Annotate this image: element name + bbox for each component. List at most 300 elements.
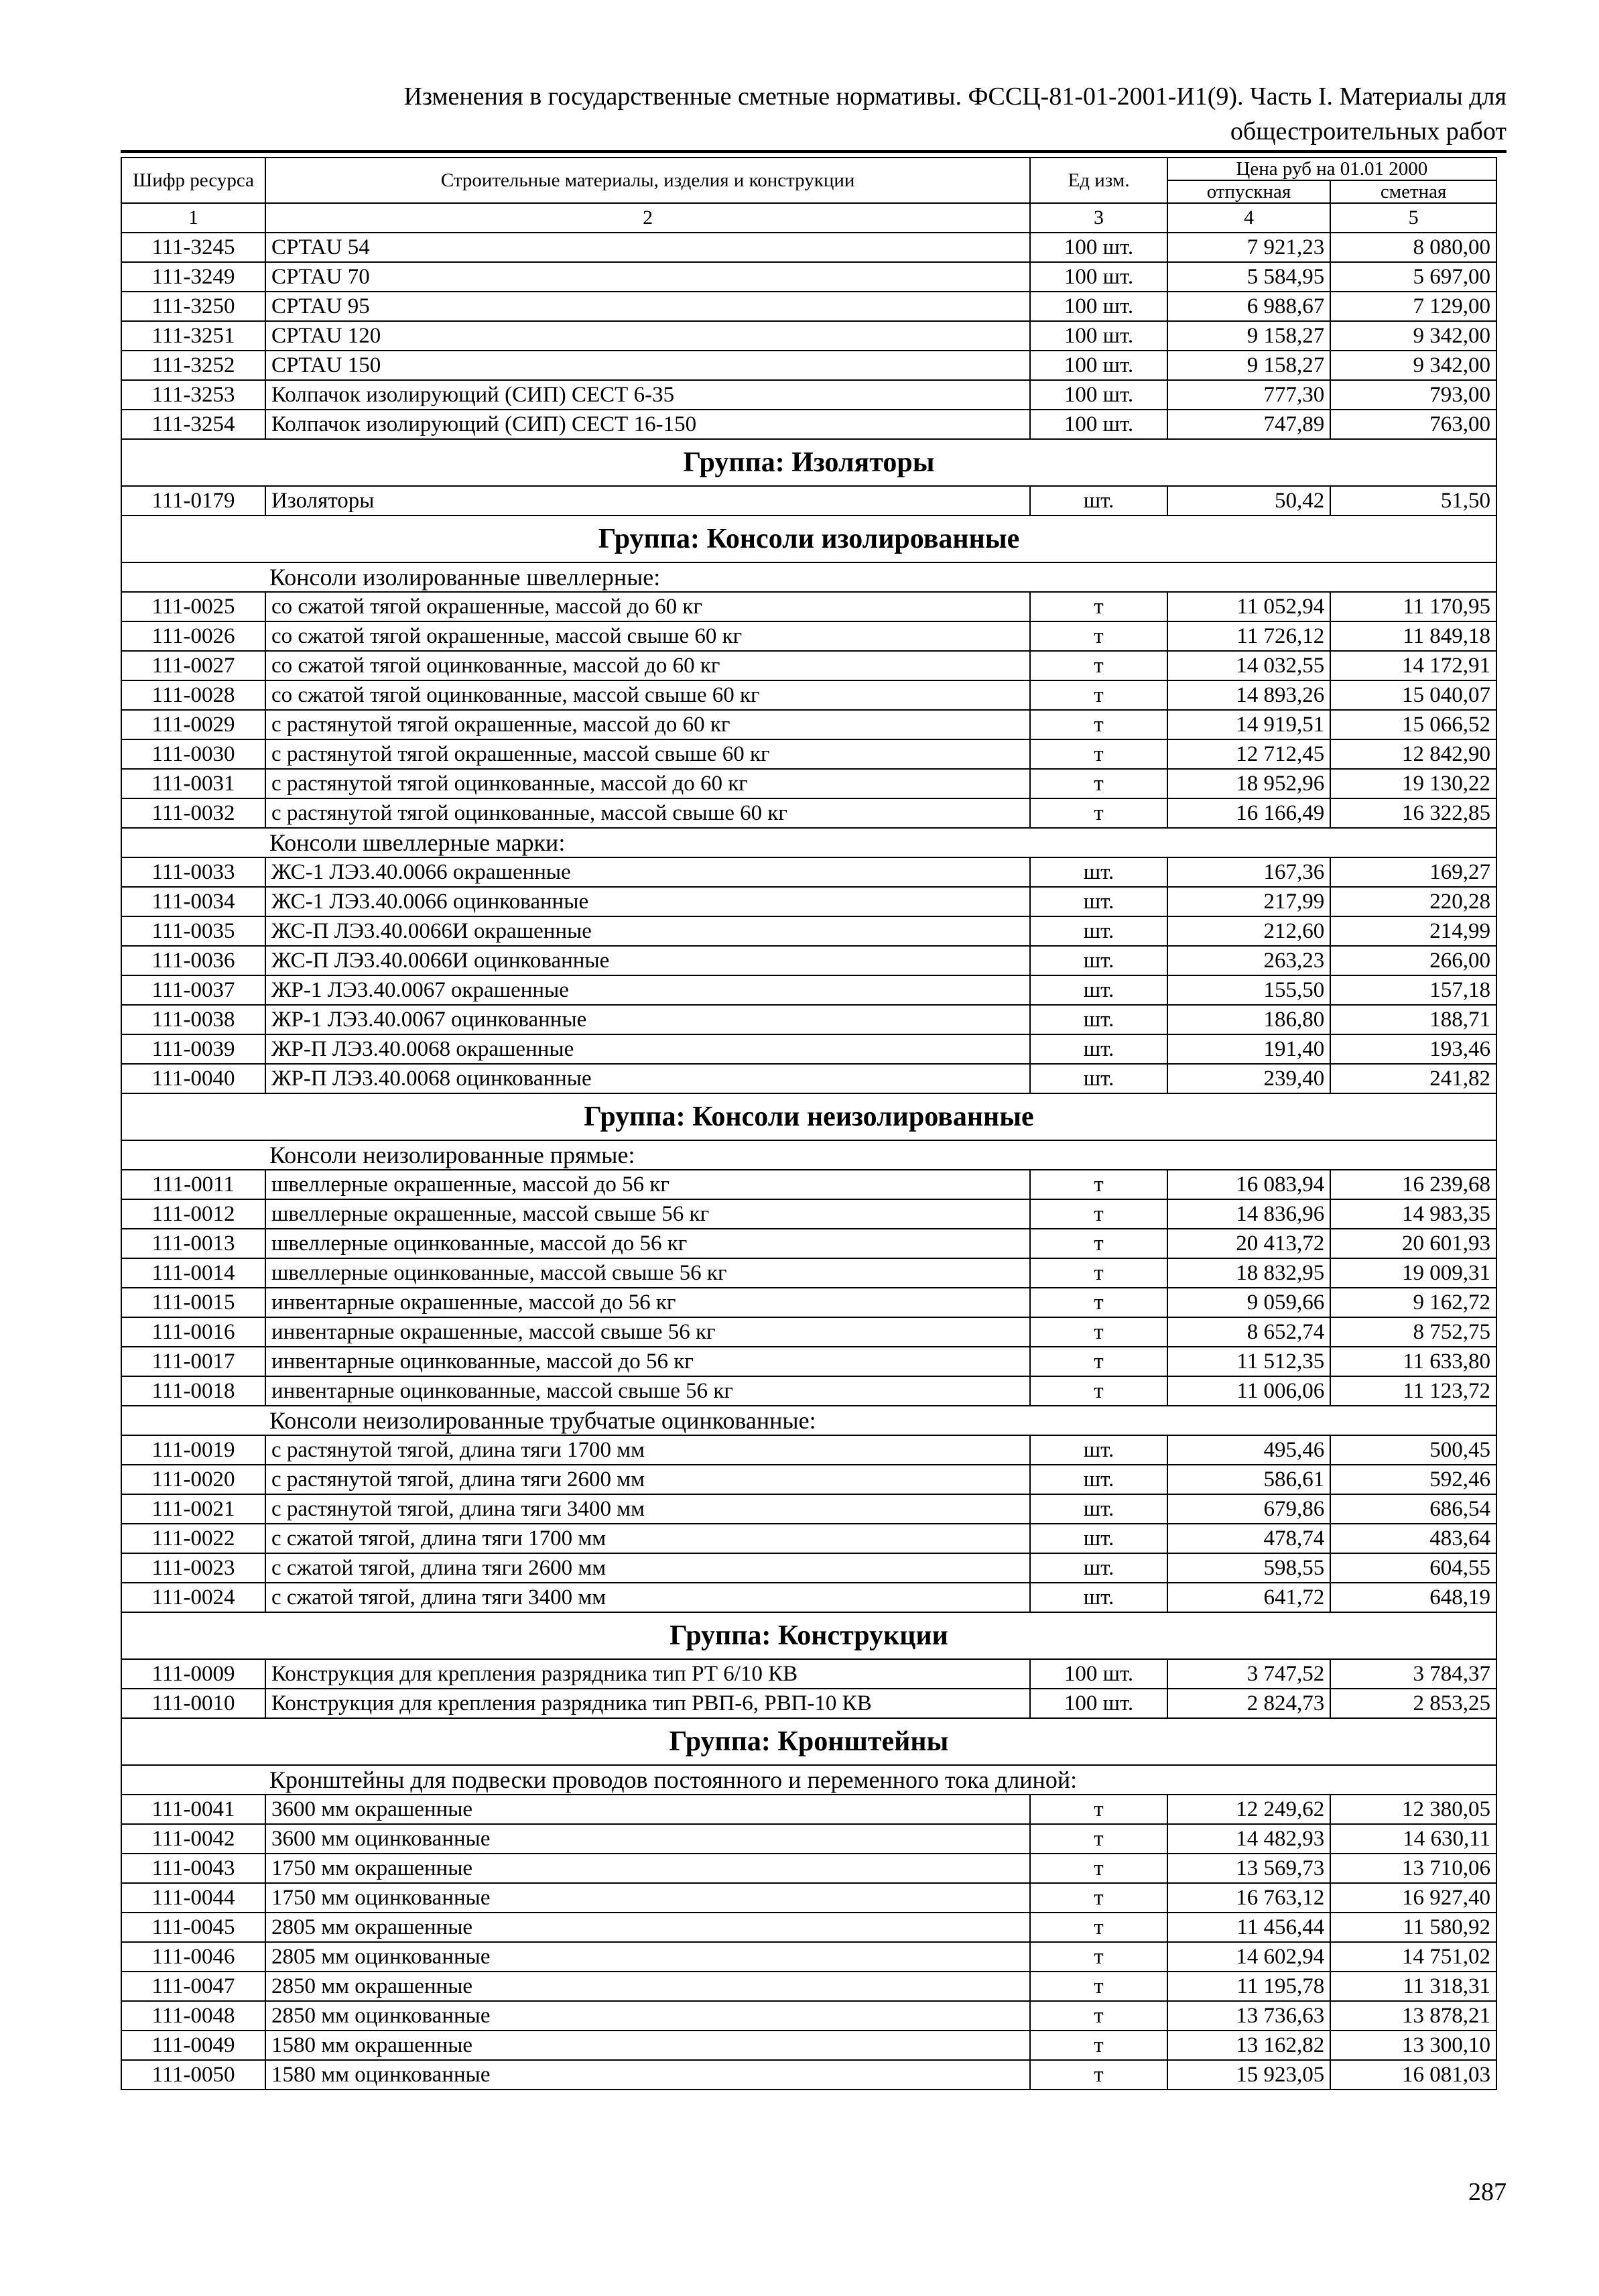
group-heading-row xyxy=(121,1612,1496,1659)
price-wholesale: 263,23 xyxy=(1167,946,1331,975)
group-heading-row xyxy=(121,439,1496,486)
resource-code: 111-0040 xyxy=(121,1064,265,1093)
group-heading: Группа: Консоли изолированные xyxy=(121,516,1496,562)
resource-code: 111-0050 xyxy=(121,2060,265,2090)
resource-code: 111-0029 xyxy=(121,710,265,739)
resource-code: 111-0035 xyxy=(121,916,265,946)
price-wholesale: 14 893,26 xyxy=(1167,680,1331,710)
price-wholesale: 18 952,96 xyxy=(1167,769,1331,798)
column-index: 3 xyxy=(1030,203,1167,233)
resource-code: 111-0016 xyxy=(121,1317,265,1347)
table-row xyxy=(121,1972,1496,2001)
price-estimate: 220,28 xyxy=(1330,887,1496,916)
unit: т xyxy=(1030,1376,1167,1406)
unit: т xyxy=(1030,1170,1167,1199)
table-row xyxy=(121,975,1496,1005)
unit: шт. xyxy=(1030,1494,1167,1524)
group-heading: Группа: Изоляторы xyxy=(121,439,1496,486)
table-row xyxy=(121,1229,1496,1258)
material-name: CPTAU 54 xyxy=(265,233,1030,262)
table-row xyxy=(121,2060,1496,2090)
price-wholesale: 6 988,67 xyxy=(1167,292,1331,321)
unit: шт. xyxy=(1030,1524,1167,1553)
unit: шт. xyxy=(1030,887,1167,916)
price-wholesale: 9 158,27 xyxy=(1167,321,1331,351)
price-estimate: 19 130,22 xyxy=(1330,769,1496,798)
resource-code: 111-0022 xyxy=(121,1524,265,1553)
unit: шт. xyxy=(1030,1465,1167,1494)
resource-code: 111-0034 xyxy=(121,887,265,916)
unit: т xyxy=(1030,1795,1167,1824)
resource-code: 111-0027 xyxy=(121,651,265,680)
price-estimate: 19 009,31 xyxy=(1330,1258,1496,1288)
table-row xyxy=(121,798,1496,828)
resource-code: 111-0014 xyxy=(121,1258,265,1288)
material-name: 2805 мм окрашенные xyxy=(265,1913,1030,1942)
price-wholesale: 186,80 xyxy=(1167,1005,1331,1034)
table-row xyxy=(121,233,1496,262)
table-row xyxy=(121,887,1496,916)
price-estimate: 12 380,05 xyxy=(1330,1795,1496,1824)
price-wholesale: 20 413,72 xyxy=(1167,1229,1331,1258)
price-wholesale: 11 456,44 xyxy=(1167,1913,1331,1942)
resource-code: 111-0013 xyxy=(121,1229,265,1258)
material-name: 1750 мм окрашенные xyxy=(265,1854,1030,1883)
resource-code: 111-3253 xyxy=(121,380,265,410)
resource-code: 111-0033 xyxy=(121,857,265,887)
resource-code: 111-0049 xyxy=(121,2031,265,2060)
group-heading-row xyxy=(121,1718,1496,1765)
col-name-header: Строительные материалы, изделия и конструкции xyxy=(265,158,1030,203)
table-row xyxy=(121,2031,1496,2060)
table-row xyxy=(121,1435,1496,1465)
table-row xyxy=(121,1824,1496,1854)
price-estimate: 7 129,00 xyxy=(1330,292,1496,321)
resource-code: 111-0043 xyxy=(121,1854,265,1883)
resource-code: 111-3249 xyxy=(121,262,265,292)
table-row xyxy=(121,1689,1496,1718)
price-estimate: 12 842,90 xyxy=(1330,739,1496,769)
unit: 100 шт. xyxy=(1030,380,1167,410)
unit: шт. xyxy=(1030,1553,1167,1583)
unit: шт. xyxy=(1030,916,1167,946)
price-estimate: 500,45 xyxy=(1330,1435,1496,1465)
material-name: с растянутой тягой оцинкованные, массой до 60 кг xyxy=(265,769,1030,798)
resource-code: 111-0020 xyxy=(121,1465,265,1494)
unit: шт. xyxy=(1030,857,1167,887)
price-wholesale: 14 482,93 xyxy=(1167,1824,1331,1854)
material-name: со сжатой тягой окрашенные, массой свыше 60 кг xyxy=(265,621,1030,651)
material-name: ЖС-1 ЛЭ3.40.0066 окрашенные xyxy=(265,857,1030,887)
material-name: с сжатой тягой, длина тяги 2600 мм xyxy=(265,1553,1030,1583)
table-row xyxy=(121,380,1496,410)
resource-code: 111-0015 xyxy=(121,1288,265,1317)
unit: 100 шт. xyxy=(1030,262,1167,292)
price-estimate: 13 878,21 xyxy=(1330,2001,1496,2031)
table-row xyxy=(121,1553,1496,1583)
material-name: с растянутой тягой, длина тяги 2600 мм xyxy=(265,1465,1030,1494)
unit: т xyxy=(1030,710,1167,739)
price-wholesale: 598,55 xyxy=(1167,1553,1331,1583)
price-estimate: 11 849,18 xyxy=(1330,621,1496,651)
price-wholesale: 2 824,73 xyxy=(1167,1689,1331,1718)
unit: т xyxy=(1030,739,1167,769)
group-heading-row xyxy=(121,1093,1496,1140)
material-name: инвентарные оцинкованные, массой свыше 56 кг xyxy=(265,1376,1030,1406)
price-wholesale: 12 249,62 xyxy=(1167,1795,1331,1824)
table-row xyxy=(121,321,1496,351)
subgroup-heading: Кронштейны для подвески проводов постоянного и переменного тока длиной: xyxy=(121,1765,1496,1795)
subgroup-heading: Консоли швеллерные марки: xyxy=(121,828,1496,857)
material-name: швеллерные окрашенные, массой свыше 56 кг xyxy=(265,1199,1030,1229)
subgroup-heading-row xyxy=(121,562,1496,592)
subgroup-heading-row xyxy=(121,1140,1496,1170)
page-header xyxy=(121,79,1507,153)
unit: 100 шт. xyxy=(1030,351,1167,380)
unit: 100 шт. xyxy=(1030,292,1167,321)
price-table xyxy=(121,157,1497,2090)
unit: т xyxy=(1030,592,1167,621)
resource-code: 111-0018 xyxy=(121,1376,265,1406)
price-estimate: 15 040,07 xyxy=(1330,680,1496,710)
resource-code: 111-0019 xyxy=(121,1435,265,1465)
price-estimate: 51,50 xyxy=(1330,486,1496,516)
table-row xyxy=(121,262,1496,292)
price-wholesale: 11 512,35 xyxy=(1167,1347,1331,1376)
price-wholesale: 167,36 xyxy=(1167,857,1331,887)
subgroup-heading-row xyxy=(121,1406,1496,1435)
material-name: с растянутой тягой, длина тяги 1700 мм xyxy=(265,1435,1030,1465)
unit: шт. xyxy=(1030,1435,1167,1465)
resource-code: 111-3252 xyxy=(121,351,265,380)
group-heading: Группа: Конструкции xyxy=(121,1612,1496,1659)
material-name: ЖС-П ЛЭ3.40.0066И оцинкованные xyxy=(265,946,1030,975)
unit: т xyxy=(1030,1972,1167,2001)
unit: т xyxy=(1030,1824,1167,1854)
table-row xyxy=(121,680,1496,710)
resource-code: 111-0028 xyxy=(121,680,265,710)
price-estimate: 793,00 xyxy=(1330,380,1496,410)
table-row xyxy=(121,351,1496,380)
price-estimate: 16 081,03 xyxy=(1330,2060,1496,2090)
unit: т xyxy=(1030,1854,1167,1883)
material-name: инвентарные окрашенные, массой свыше 56 кг xyxy=(265,1317,1030,1347)
price-wholesale: 11 195,78 xyxy=(1167,1972,1331,2001)
resource-code: 111-0038 xyxy=(121,1005,265,1034)
group-heading: Группа: Кронштейны xyxy=(121,1718,1496,1765)
unit: т xyxy=(1030,1199,1167,1229)
material-name: швеллерные оцинкованные, массой свыше 56 кг xyxy=(265,1258,1030,1288)
col-wholesale-header: отпускная xyxy=(1167,180,1331,203)
material-name: с растянутой тягой оцинкованные, массой свыше 60 кг xyxy=(265,798,1030,828)
price-estimate: 14 630,11 xyxy=(1330,1824,1496,1854)
price-wholesale: 14 032,55 xyxy=(1167,651,1331,680)
price-wholesale: 679,86 xyxy=(1167,1494,1331,1524)
header-line-1: Изменения в государственные сметные нормативы. ФССЦ-81-01-2001-И1(9). Часть I. Материалы для xyxy=(403,82,1507,111)
unit: шт. xyxy=(1030,946,1167,975)
price-wholesale: 7 921,23 xyxy=(1167,233,1331,262)
material-name: с сжатой тягой, длина тяги 1700 мм xyxy=(265,1524,1030,1553)
price-wholesale: 478,74 xyxy=(1167,1524,1331,1553)
unit: 100 шт. xyxy=(1030,1659,1167,1689)
price-estimate: 14 983,35 xyxy=(1330,1199,1496,1229)
table-row xyxy=(121,651,1496,680)
group-heading-row xyxy=(121,516,1496,562)
unit: т xyxy=(1030,2060,1167,2090)
resource-code: 111-0025 xyxy=(121,592,265,621)
price-estimate: 15 066,52 xyxy=(1330,710,1496,739)
unit: т xyxy=(1030,651,1167,680)
resource-code: 111-0026 xyxy=(121,621,265,651)
price-estimate: 16 239,68 xyxy=(1330,1170,1496,1199)
subgroup-heading-row xyxy=(121,1765,1496,1795)
price-wholesale: 11 052,94 xyxy=(1167,592,1331,621)
material-name: со сжатой тягой оцинкованные, массой до 60 кг xyxy=(265,651,1030,680)
table-row xyxy=(121,1494,1496,1524)
material-name: ЖР-П ЛЭ3.40.0068 окрашенные xyxy=(265,1034,1030,1064)
unit: т xyxy=(1030,1883,1167,1913)
col-estimate-header: сметная xyxy=(1330,180,1496,203)
material-name: швеллерные окрашенные, массой до 56 кг xyxy=(265,1170,1030,1199)
unit: т xyxy=(1030,1258,1167,1288)
material-name: 1580 мм оцинкованные xyxy=(265,2060,1030,2090)
price-estimate: 592,46 xyxy=(1330,1465,1496,1494)
unit: 100 шт. xyxy=(1030,410,1167,439)
resource-code: 111-0012 xyxy=(121,1199,265,1229)
unit: т xyxy=(1030,2001,1167,2031)
price-wholesale: 641,72 xyxy=(1167,1583,1331,1612)
material-name: 1580 мм окрашенные xyxy=(265,2031,1030,2060)
table-row xyxy=(121,1199,1496,1229)
price-wholesale: 13 162,82 xyxy=(1167,2031,1331,2060)
price-estimate: 3 784,37 xyxy=(1330,1659,1496,1689)
table-row xyxy=(121,410,1496,439)
resource-code: 111-0010 xyxy=(121,1689,265,1718)
price-estimate: 193,46 xyxy=(1330,1034,1496,1064)
table-row xyxy=(121,1583,1496,1612)
price-wholesale: 747,89 xyxy=(1167,410,1331,439)
subgroup-heading: Консоли неизолированные прямые: xyxy=(121,1140,1496,1170)
material-name: Колпачок изолирующий (СИП) СЕСТ 16-150 xyxy=(265,410,1030,439)
resource-code: 111-0032 xyxy=(121,798,265,828)
unit: шт. xyxy=(1030,486,1167,516)
resource-code: 111-0039 xyxy=(121,1034,265,1064)
resource-code: 111-0042 xyxy=(121,1824,265,1854)
price-wholesale: 18 832,95 xyxy=(1167,1258,1331,1288)
col-unit-header: Ед изм. xyxy=(1030,158,1167,203)
price-wholesale: 191,40 xyxy=(1167,1034,1331,1064)
unit: т xyxy=(1030,621,1167,651)
material-name: CPTAU 95 xyxy=(265,292,1030,321)
price-estimate: 16 927,40 xyxy=(1330,1883,1496,1913)
resource-code: 111-0030 xyxy=(121,739,265,769)
price-estimate: 483,64 xyxy=(1330,1524,1496,1553)
unit: т xyxy=(1030,680,1167,710)
unit: т xyxy=(1030,769,1167,798)
material-name: Колпачок изолирующий (СИП) СЕСТ 6-35 xyxy=(265,380,1030,410)
unit: шт. xyxy=(1030,1005,1167,1034)
unit: т xyxy=(1030,2031,1167,2060)
price-wholesale: 11 726,12 xyxy=(1167,621,1331,651)
unit: т xyxy=(1030,1229,1167,1258)
subgroup-heading-row xyxy=(121,828,1496,857)
table-row xyxy=(121,1795,1496,1824)
material-name: CPTAU 150 xyxy=(265,351,1030,380)
material-name: Конструкция для крепления разрядника тип РТ 6/10 КВ xyxy=(265,1659,1030,1689)
unit: шт. xyxy=(1030,1583,1167,1612)
price-wholesale: 239,40 xyxy=(1167,1064,1331,1093)
resource-code: 111-0041 xyxy=(121,1795,265,1824)
material-name: ЖР-1 ЛЭ3.40.0067 оцинкованные xyxy=(265,1005,1030,1034)
material-name: 2805 мм оцинкованные xyxy=(265,1942,1030,1972)
table-row xyxy=(121,916,1496,946)
resource-code: 111-0021 xyxy=(121,1494,265,1524)
material-name: со сжатой тягой оцинкованные, массой свыше 60 кг xyxy=(265,680,1030,710)
material-name: с растянутой тягой окрашенные, массой до 60 кг xyxy=(265,710,1030,739)
resource-code: 111-0047 xyxy=(121,1972,265,2001)
price-wholesale: 16 166,49 xyxy=(1167,798,1331,828)
resource-code: 111-0179 xyxy=(121,486,265,516)
price-wholesale: 14 836,96 xyxy=(1167,1199,1331,1229)
table-row xyxy=(121,1034,1496,1064)
column-index-row xyxy=(121,203,1496,233)
table-row xyxy=(121,592,1496,621)
material-name: Конструкция для крепления разрядника тип РВП-6, РВП-10 КВ xyxy=(265,1689,1030,1718)
table-row xyxy=(121,1064,1496,1093)
header-line-2: общестроительных работ xyxy=(1230,117,1507,145)
unit: шт. xyxy=(1030,975,1167,1005)
material-name: 3600 мм оцинкованные xyxy=(265,1824,1030,1854)
table-row xyxy=(121,769,1496,798)
column-index: 4 xyxy=(1167,203,1331,233)
price-estimate: 9 342,00 xyxy=(1330,351,1496,380)
resource-code: 111-0024 xyxy=(121,1583,265,1612)
table-row xyxy=(121,1854,1496,1883)
unit: 100 шт. xyxy=(1030,233,1167,262)
table-row xyxy=(121,1258,1496,1288)
resource-code: 111-0045 xyxy=(121,1913,265,1942)
price-wholesale: 16 763,12 xyxy=(1167,1883,1331,1913)
unit: 100 шт. xyxy=(1030,321,1167,351)
table-row xyxy=(121,2001,1496,2031)
price-wholesale: 155,50 xyxy=(1167,975,1331,1005)
price-wholesale: 14 602,94 xyxy=(1167,1942,1331,1972)
table-row xyxy=(121,486,1496,516)
resource-code: 111-3245 xyxy=(121,233,265,262)
price-wholesale: 495,46 xyxy=(1167,1435,1331,1465)
table-row xyxy=(121,1524,1496,1553)
table-row xyxy=(121,1347,1496,1376)
column-index: 1 xyxy=(121,203,265,233)
price-wholesale: 13 569,73 xyxy=(1167,1854,1331,1883)
table-row xyxy=(121,946,1496,975)
unit: шт. xyxy=(1030,1064,1167,1093)
price-estimate: 214,99 xyxy=(1330,916,1496,946)
material-name: 2850 мм окрашенные xyxy=(265,1972,1030,2001)
table-row xyxy=(121,1913,1496,1942)
price-estimate: 16 322,85 xyxy=(1330,798,1496,828)
material-name: со сжатой тягой окрашенные, массой до 60 кг xyxy=(265,592,1030,621)
table-row xyxy=(121,1317,1496,1347)
unit: т xyxy=(1030,1913,1167,1942)
price-wholesale: 14 919,51 xyxy=(1167,710,1331,739)
price-estimate: 241,82 xyxy=(1330,1064,1496,1093)
column-index: 5 xyxy=(1330,203,1496,233)
resource-code: 111-0046 xyxy=(121,1942,265,1972)
price-estimate: 9 342,00 xyxy=(1330,321,1496,351)
resource-code: 111-0036 xyxy=(121,946,265,975)
material-name: CPTAU 120 xyxy=(265,321,1030,351)
price-estimate: 5 697,00 xyxy=(1330,262,1496,292)
price-estimate: 686,54 xyxy=(1330,1494,1496,1524)
table-row xyxy=(121,1465,1496,1494)
resource-code: 111-0031 xyxy=(121,769,265,798)
table-row xyxy=(121,710,1496,739)
material-name: ЖС-1 ЛЭ3.40.0066 оцинкованные xyxy=(265,887,1030,916)
material-name: с растянутой тягой, длина тяги 3400 мм xyxy=(265,1494,1030,1524)
material-name: с сжатой тягой, длина тяги 3400 мм xyxy=(265,1583,1030,1612)
table-row xyxy=(121,1005,1496,1034)
material-name: CPTAU 70 xyxy=(265,262,1030,292)
price-estimate: 14 172,91 xyxy=(1330,651,1496,680)
resource-code: 111-0044 xyxy=(121,1883,265,1913)
unit: шт. xyxy=(1030,1034,1167,1064)
resource-code: 111-0017 xyxy=(121,1347,265,1376)
resource-code: 111-3251 xyxy=(121,321,265,351)
col-code-header: Шифр ресурса xyxy=(121,158,265,203)
table-row xyxy=(121,1883,1496,1913)
price-wholesale: 50,42 xyxy=(1167,486,1331,516)
price-estimate: 11 580,92 xyxy=(1330,1913,1496,1942)
price-wholesale: 212,60 xyxy=(1167,916,1331,946)
table-body xyxy=(121,233,1496,2090)
material-name: ЖР-1 ЛЭ3.40.0067 окрашенные xyxy=(265,975,1030,1005)
table-row xyxy=(121,621,1496,651)
price-estimate: 9 162,72 xyxy=(1330,1288,1496,1317)
material-name: 2850 мм оцинкованные xyxy=(265,2001,1030,2031)
resource-code: 111-0009 xyxy=(121,1659,265,1689)
price-estimate: 13 710,06 xyxy=(1330,1854,1496,1883)
table-row xyxy=(121,1942,1496,1972)
price-estimate: 11 633,80 xyxy=(1330,1347,1496,1376)
price-wholesale: 777,30 xyxy=(1167,380,1331,410)
unit: т xyxy=(1030,798,1167,828)
price-wholesale: 8 652,74 xyxy=(1167,1317,1331,1347)
col-price-header: Цена руб на 01.01 2000 xyxy=(1167,158,1496,180)
resource-code: 111-3250 xyxy=(121,292,265,321)
material-name: инвентарные оцинкованные, массой до 56 кг xyxy=(265,1347,1030,1376)
price-wholesale: 13 736,63 xyxy=(1167,2001,1331,2031)
material-name: швеллерные оцинкованные, массой до 56 кг xyxy=(265,1229,1030,1258)
price-wholesale: 12 712,45 xyxy=(1167,739,1331,769)
group-heading: Группа: Консоли неизолированные xyxy=(121,1093,1496,1140)
page-number: 287 xyxy=(1468,2178,1507,2206)
subgroup-heading: Консоли неизолированные трубчатые оцинкованные: xyxy=(121,1406,1496,1435)
resource-code: 111-3254 xyxy=(121,410,265,439)
table-row xyxy=(121,857,1496,887)
table-row xyxy=(121,739,1496,769)
material-name: 3600 мм окрашенные xyxy=(265,1795,1030,1824)
price-estimate: 11 123,72 xyxy=(1330,1376,1496,1406)
price-wholesale: 9 158,27 xyxy=(1167,351,1331,380)
material-name: ЖР-П ЛЭ3.40.0068 оцинкованные xyxy=(265,1064,1030,1093)
price-estimate: 2 853,25 xyxy=(1330,1689,1496,1718)
resource-code: 111-0037 xyxy=(121,975,265,1005)
price-estimate: 157,18 xyxy=(1330,975,1496,1005)
table-row xyxy=(121,1659,1496,1689)
table-row xyxy=(121,1288,1496,1317)
price-estimate: 169,27 xyxy=(1330,857,1496,887)
